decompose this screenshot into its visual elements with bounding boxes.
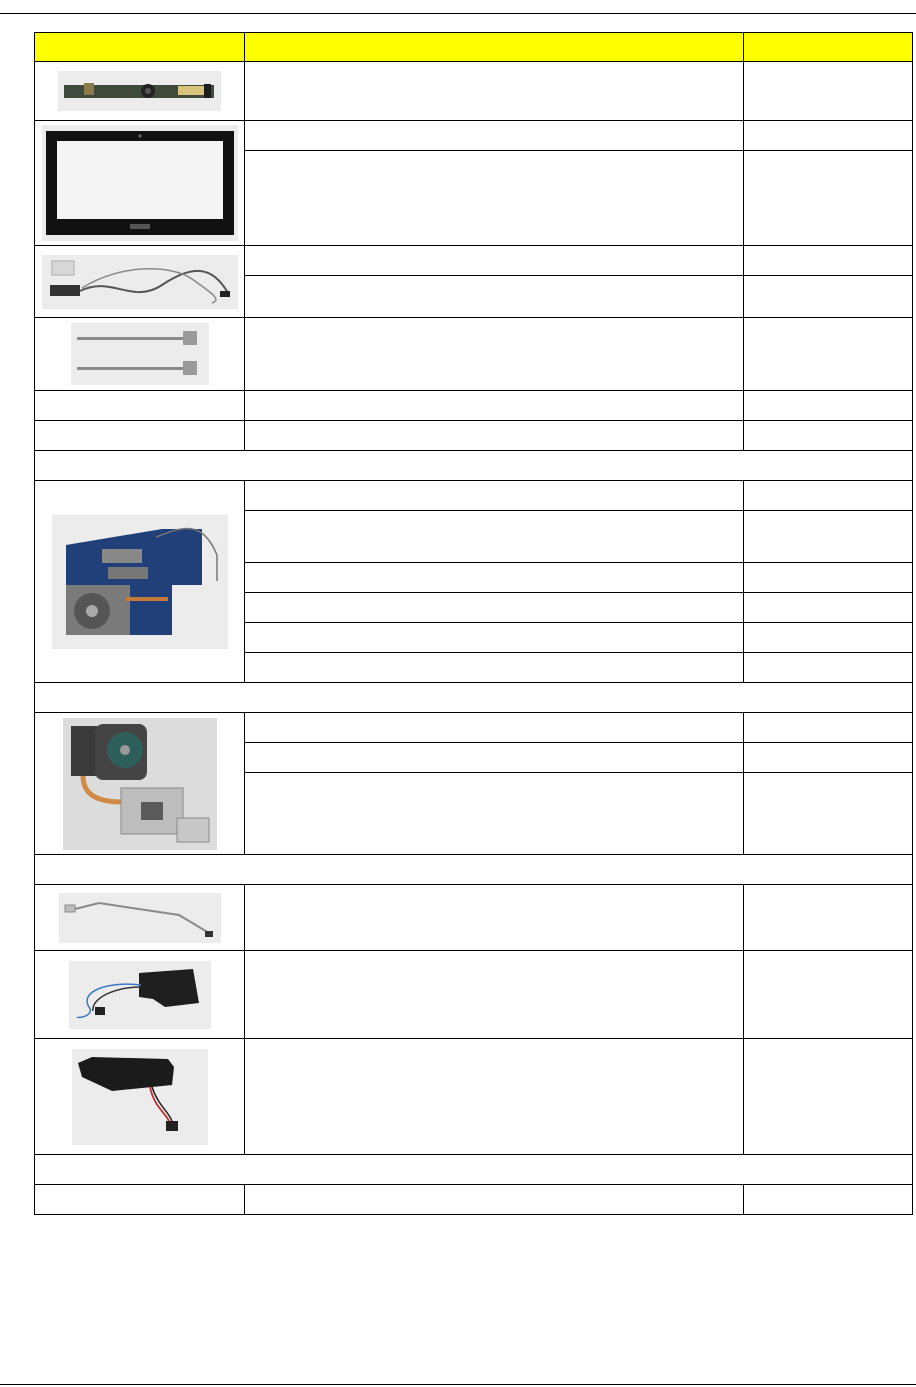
table-row (35, 951, 913, 1039)
part-number-cell (744, 713, 913, 743)
part-number-cell (744, 421, 913, 451)
fru-parts-table (34, 32, 913, 1215)
image-cell (35, 318, 245, 391)
table-row (35, 481, 913, 511)
description-cell (245, 246, 744, 276)
lcd-cable-photo (42, 255, 238, 309)
description-cell (245, 1185, 744, 1215)
part-number-cell (744, 511, 913, 563)
category-cell (35, 391, 245, 421)
page-bottom-rule (0, 1384, 916, 1385)
description-cell (245, 421, 744, 451)
description-cell (245, 391, 744, 421)
header-cell-category (35, 33, 245, 62)
category-cell (35, 1185, 245, 1215)
part-number-cell (744, 885, 913, 951)
table-row (35, 713, 913, 743)
description-cell (245, 951, 744, 1039)
part-number-cell (744, 1039, 913, 1155)
wire-cable-photo (59, 893, 221, 943)
description-cell (245, 885, 744, 951)
description-cell (245, 121, 744, 151)
image-cell (35, 481, 245, 683)
section-row (35, 451, 913, 481)
lcd-hinges-photo (71, 323, 209, 385)
section-cell (35, 855, 913, 885)
part-number-cell (744, 773, 913, 855)
thermal-module-photo (63, 718, 217, 850)
part-number-cell (744, 951, 913, 1039)
description-cell (245, 511, 744, 563)
image-cell (35, 62, 245, 121)
table-row (35, 62, 913, 121)
part-number-cell (744, 653, 913, 683)
part-number-cell (744, 318, 913, 391)
category-cell (35, 421, 245, 451)
section-cell (35, 451, 913, 481)
speaker-right-photo (72, 1049, 208, 1145)
section-row (35, 683, 913, 713)
description-cell (245, 276, 744, 318)
table-row (35, 1039, 913, 1155)
lcd-bezel-photo (42, 125, 238, 241)
part-number-cell (744, 391, 913, 421)
description-cell (245, 713, 744, 743)
part-number-cell (744, 743, 913, 773)
part-number-cell (744, 623, 913, 653)
description-cell (245, 623, 744, 653)
image-cell (35, 121, 245, 246)
speaker-left-photo (69, 961, 211, 1029)
section-cell (35, 1155, 913, 1185)
mainboard-photo (52, 515, 228, 649)
part-number-cell (744, 1185, 913, 1215)
table-row (35, 885, 913, 951)
table-row (35, 121, 913, 151)
part-number-cell (744, 593, 913, 623)
part-number-cell (744, 563, 913, 593)
image-cell (35, 713, 245, 855)
table-row (35, 421, 913, 451)
table-row (35, 1185, 913, 1215)
description-cell (245, 481, 744, 511)
table-header-row (35, 33, 913, 62)
header-cell-description (245, 33, 744, 62)
image-cell (35, 1039, 245, 1155)
part-number-cell (744, 62, 913, 121)
image-cell (35, 885, 245, 951)
description-cell (245, 1039, 744, 1155)
part-number-cell (744, 276, 913, 318)
part-number-cell (744, 151, 913, 246)
section-cell (35, 683, 913, 713)
description-cell (245, 563, 744, 593)
description-cell (245, 773, 744, 855)
image-cell (35, 246, 245, 318)
part-number-cell (744, 481, 913, 511)
description-cell (245, 743, 744, 773)
table-row (35, 391, 913, 421)
camera-board-photo (58, 71, 221, 111)
table-row (35, 318, 913, 391)
header-cell-part-no (744, 33, 913, 62)
section-row (35, 1155, 913, 1185)
part-number-cell (744, 121, 913, 151)
table-row (35, 246, 913, 276)
page-top-rule (0, 13, 916, 14)
description-cell (245, 653, 744, 683)
description-cell (245, 151, 744, 246)
description-cell (245, 318, 744, 391)
image-cell (35, 951, 245, 1039)
part-number-cell (744, 246, 913, 276)
description-cell (245, 593, 744, 623)
description-cell (245, 62, 744, 121)
section-row (35, 855, 913, 885)
